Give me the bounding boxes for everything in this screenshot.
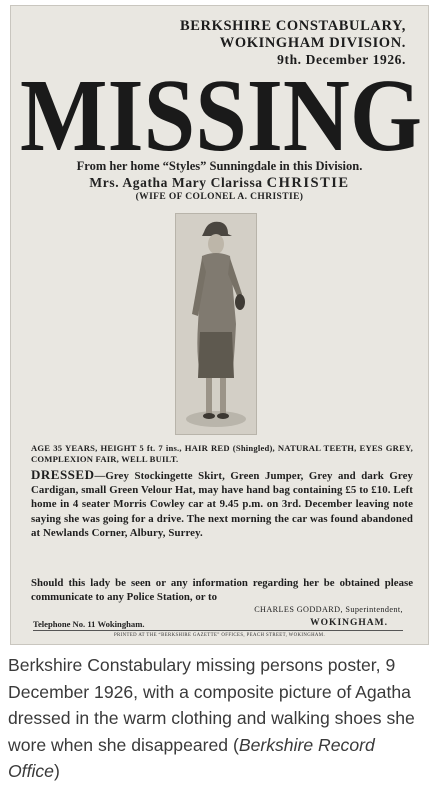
figure-caption [8, 652, 428, 785]
dressed-text: —Grey Stockingette Skirt, Green Jumper, Grey and dark Grey Cardigan, small Green Velour Hat, may have hand bag containing £5 to £10. Left home in 4 seater Morris Cowley car at 9.45 p.m. on 3rd. December leaving note saying she was going for a drive. The next morning the car was found abandoned at Newlands Corner, Albury, Surrey. [31, 470, 413, 539]
footer-rule [33, 630, 403, 631]
clothing-and-circumstances [31, 468, 413, 540]
name-given: Mrs. Agatha Mary Clarissa [89, 175, 267, 190]
from-home-line: From her home “Styles” Sunningdale in this Division. [76, 159, 363, 173]
name-surname: CHRISTIE [266, 175, 350, 191]
caption-source: Berkshire Record Office [8, 734, 375, 781]
poster-date: 9th. December 1926. [277, 52, 406, 67]
dressed-label: DRESSED [31, 467, 95, 482]
wife-of-line: (WIFE OF COLONEL A. CHRISTIE) [135, 192, 304, 202]
missing-poster [10, 5, 429, 645]
caption-text: Berkshire Constabulary missing persons poster, 9 December 1926, with a composite picture of Agatha dressed in the warm clothing and walking shoes she wore when she disappeared ( [8, 655, 415, 755]
missing-title: MISSING [20, 70, 422, 154]
missing-person-name [11, 175, 428, 192]
superintendent-signature: CHARLES GODDARD, Superintendent, [254, 605, 403, 614]
appeal-text: Should this lady be seen or any information regarding her be obtained please communicate to any Police Station, or to [31, 577, 413, 604]
printer-imprint: PRINTED AT THE “BERKSHIRE GAZETTE” OFFICES, PEACH STREET, WOKINGHAM. [113, 633, 326, 638]
poster-header-division: WOKINGHAM DIVISION. [219, 35, 406, 51]
caption-close: ) [53, 761, 60, 781]
missing-headline [18, 70, 424, 154]
telephone-number: Telephone No. 11 Wokingham. [33, 619, 145, 629]
poster-header-constabulary: BERKSHIRE CONSTABULARY, [179, 18, 406, 34]
agatha-photo [175, 213, 257, 435]
physical-description: AGE 35 YEARS, HEIGHT 5 ft. 7 ins., HAIR RED (Shingled), NATURAL TEETH, EYES GREY, COMPLEXION FAIR, WELL BUILT. [31, 443, 413, 464]
town-name: WOKINGHAM. [310, 618, 388, 628]
